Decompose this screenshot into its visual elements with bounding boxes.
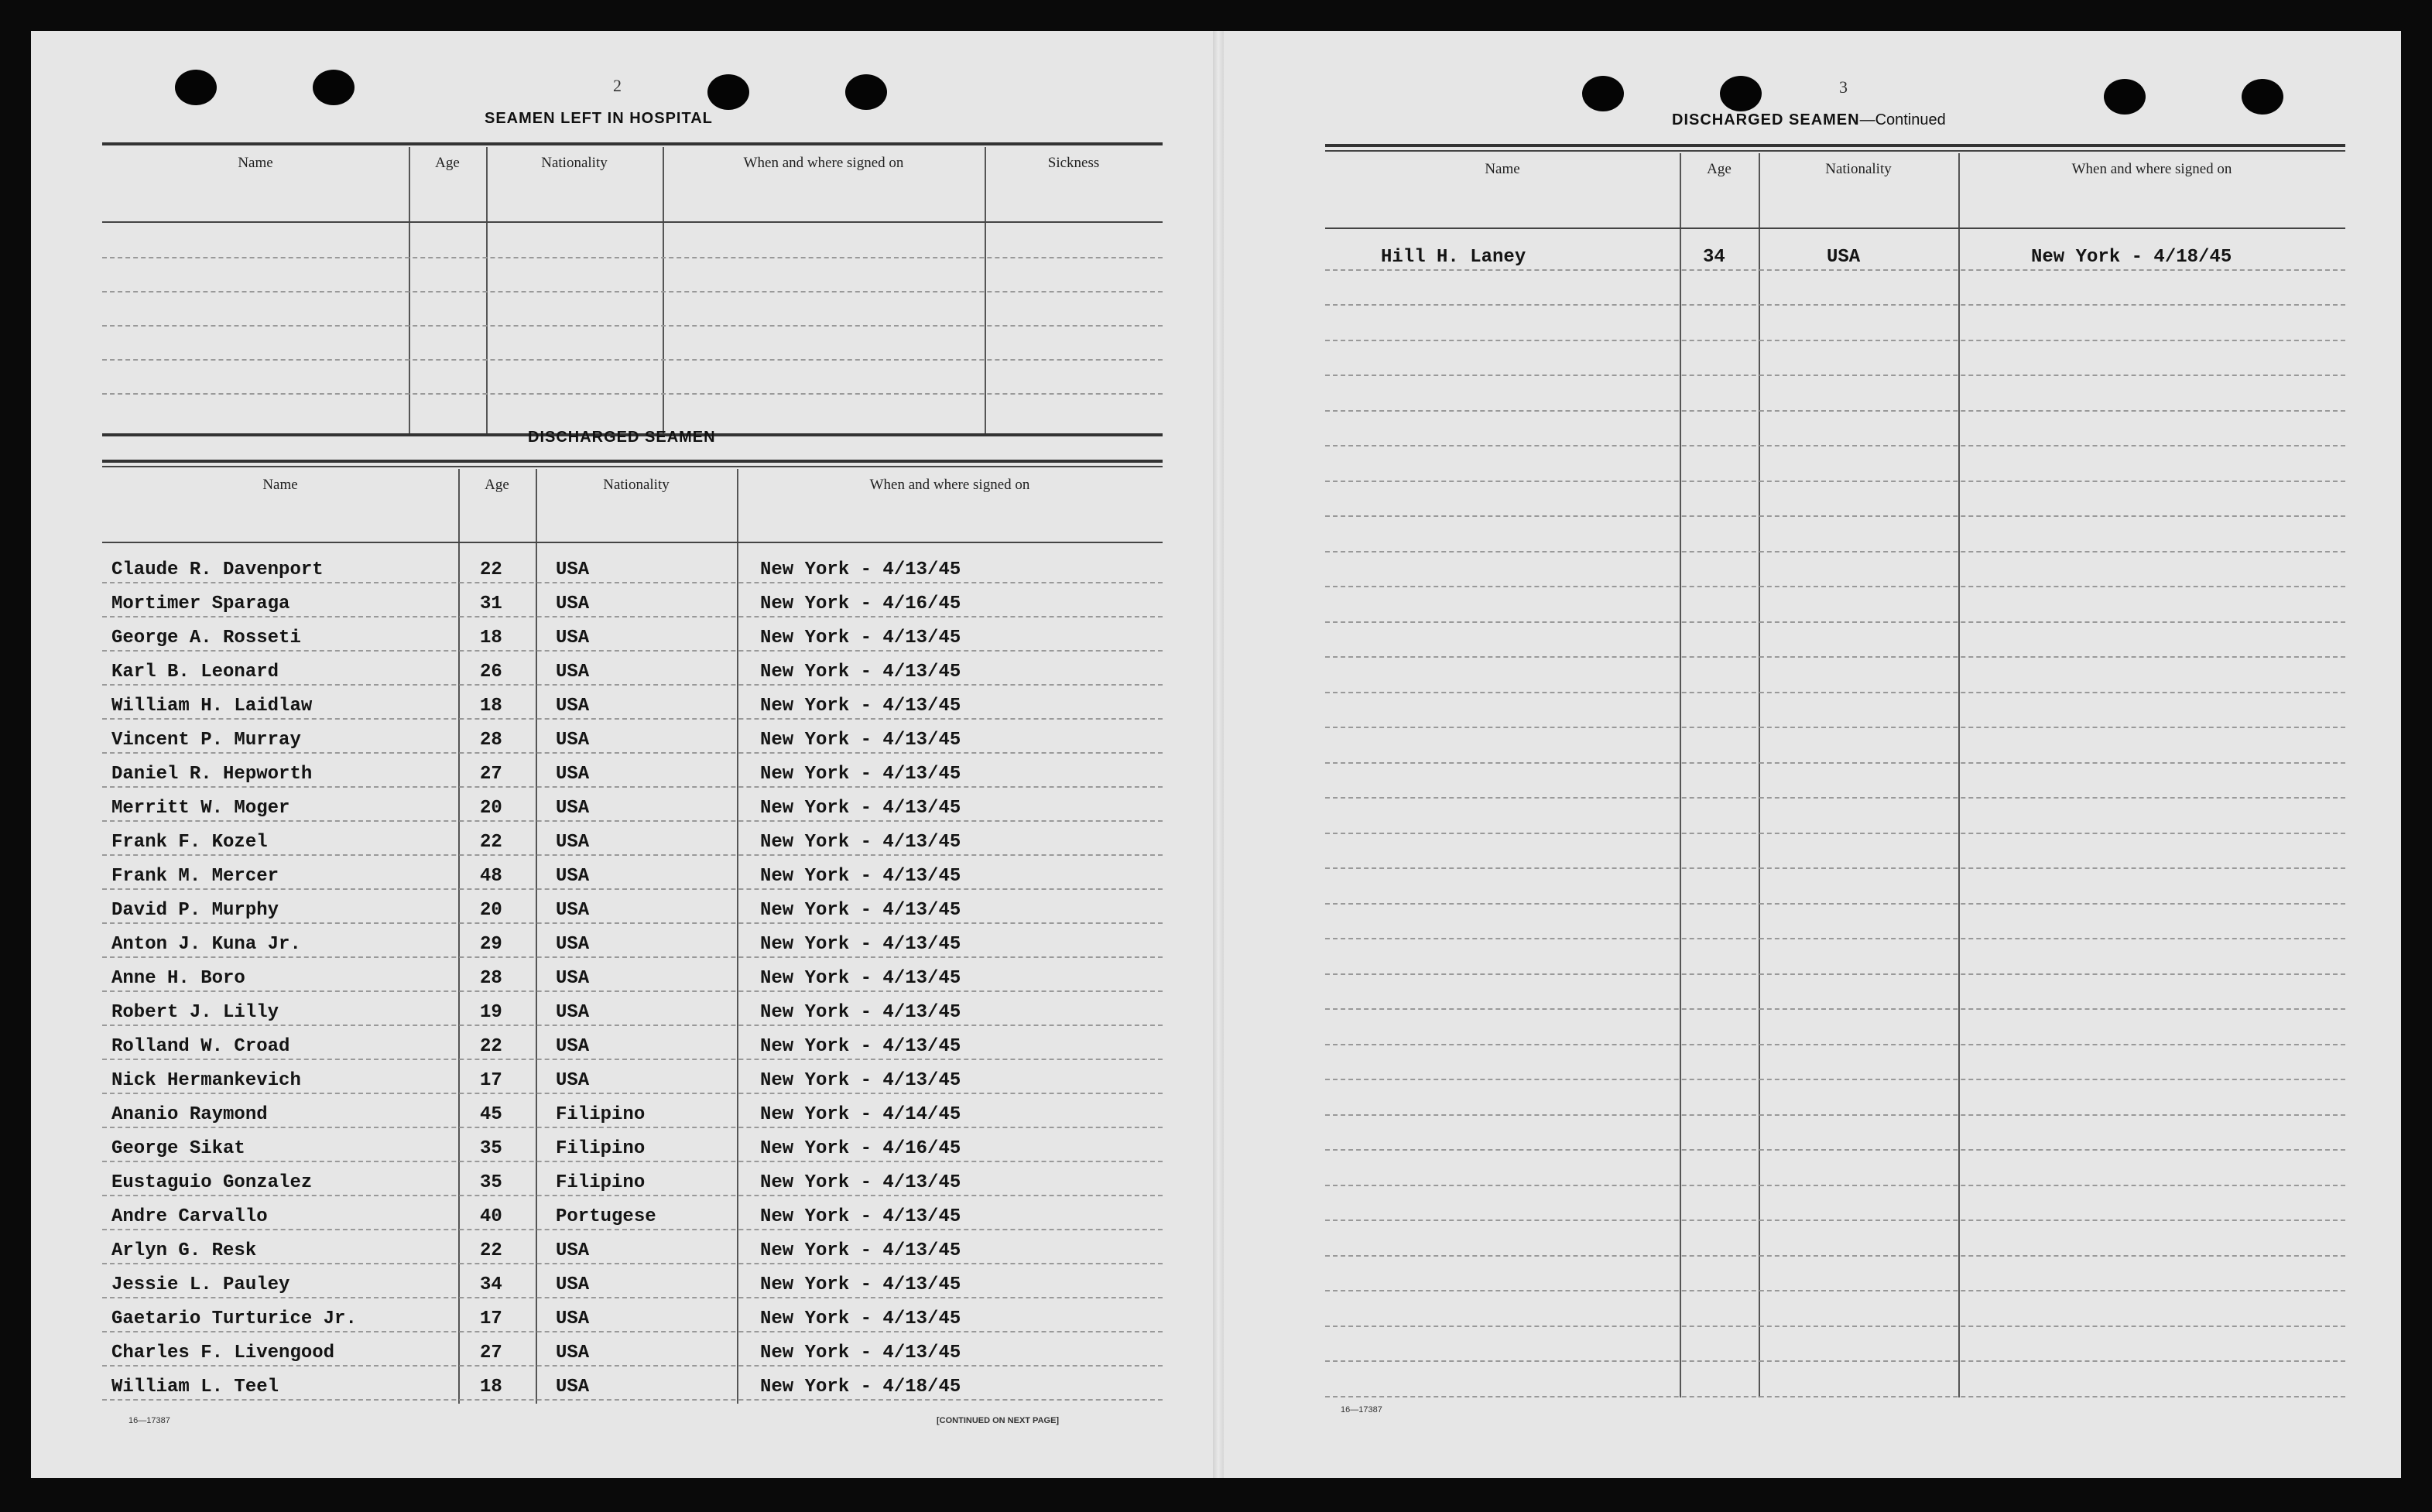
cell-name: Gaetario Turturice Jr.	[111, 1308, 357, 1329]
cell-nationality: USA	[556, 832, 590, 853]
col-header-age: Age	[435, 155, 460, 171]
cell-age: 35	[480, 1172, 502, 1193]
column-divider	[985, 147, 986, 433]
table-row	[1325, 903, 2345, 940]
cell-age: 27	[480, 1343, 502, 1363]
continued-note: [CONTINUED ON NEXT PAGE]	[937, 1416, 1060, 1425]
cell-signed-on: New York - 4/13/45	[760, 730, 961, 751]
discharged-table	[102, 469, 1163, 1408]
cell-nationality: USA	[556, 798, 590, 819]
cell-nationality: USA	[556, 866, 590, 887]
cell-name: Nick Hermankevich	[111, 1070, 301, 1091]
table-row	[102, 1297, 1163, 1332]
punch-hole	[2104, 79, 2146, 115]
table-row	[102, 1059, 1163, 1094]
header-underline	[102, 221, 1163, 223]
table-row	[1325, 1185, 2345, 1222]
cell-nationality: USA	[556, 1070, 590, 1091]
cell-name: William H. Laidlaw	[111, 696, 313, 717]
table-row	[102, 291, 1163, 292]
section-rule	[102, 460, 1163, 463]
table-row	[1325, 1326, 2345, 1363]
cell-signed-on: New York - 4/16/45	[760, 1138, 961, 1159]
cell-age: 35	[480, 1138, 502, 1159]
table-row	[102, 888, 1163, 924]
table-row	[102, 325, 1163, 327]
cell-nationality: USA	[556, 1308, 590, 1329]
cell-name: David P. Murphy	[111, 900, 279, 921]
cell-age: 17	[480, 1308, 502, 1329]
table-row	[102, 956, 1163, 992]
table-row	[1325, 304, 2345, 341]
col-header-age: Age	[1707, 161, 1732, 177]
table-row	[1325, 867, 2345, 905]
table-row	[1325, 1290, 2345, 1327]
cell-age: 34	[1703, 246, 1725, 268]
scanned-document	[31, 31, 2401, 1478]
table-row	[1325, 410, 2345, 447]
table-row	[1325, 1114, 2345, 1151]
table-row	[102, 718, 1163, 754]
cell-signed-on: New York - 4/13/45	[760, 559, 961, 580]
col-header-signed-on: When and where signed on	[743, 155, 904, 171]
table-row	[1325, 1044, 2345, 1081]
page-number: 2	[613, 76, 622, 95]
cell-nationality: USA	[556, 934, 590, 955]
table-row	[102, 854, 1163, 890]
cell-age: 17	[480, 1070, 502, 1091]
table-row	[1325, 340, 2345, 377]
cell-name: Charles F. Livengood	[111, 1343, 335, 1363]
cell-signed-on: New York - 4/13/45	[760, 866, 961, 887]
header-underline	[1325, 227, 2345, 229]
col-header-nationality: Nationality	[1825, 161, 1892, 177]
cell-age: 45	[480, 1104, 502, 1125]
form-number: 16—17387	[1341, 1405, 1382, 1415]
cell-signed-on: New York - 4/13/45	[760, 1274, 961, 1295]
column-divider	[486, 147, 488, 433]
col-header-nationality: Nationality	[603, 477, 670, 493]
table-row	[102, 1229, 1163, 1264]
table-row	[102, 1093, 1163, 1128]
table-row	[102, 1263, 1163, 1298]
cell-name: Anton J. Kuna Jr.	[111, 934, 301, 955]
cell-age: 29	[480, 934, 502, 955]
cell-signed-on: New York - 4/13/45	[760, 764, 961, 785]
cell-age: 20	[480, 900, 502, 921]
table-row	[102, 1195, 1163, 1230]
cell-age: 22	[480, 1240, 502, 1261]
table-row	[102, 1127, 1163, 1162]
cell-signed-on: New York - 4/13/45	[760, 1172, 961, 1193]
cell-name: Rolland W. Croad	[111, 1036, 290, 1057]
cell-signed-on: New York - 4/14/45	[760, 1104, 961, 1125]
cell-name: Frank M. Mercer	[111, 866, 279, 887]
cell-signed-on: New York - 4/13/45	[760, 1206, 961, 1227]
punch-hole	[313, 70, 355, 105]
cell-nationality: USA	[1827, 246, 1861, 268]
table-row	[102, 1365, 1163, 1401]
table-row	[1325, 375, 2345, 412]
cell-name: Andre Carvallo	[111, 1206, 268, 1227]
cell-age: 31	[480, 594, 502, 614]
table-row	[102, 582, 1163, 617]
punch-hole	[1582, 76, 1624, 111]
table-row	[1325, 621, 2345, 659]
table-row	[1325, 1220, 2345, 1257]
table-row	[102, 359, 1163, 361]
cell-age: 18	[480, 696, 502, 717]
cell-signed-on: New York - 4/13/45	[760, 1036, 961, 1057]
cell-signed-on: New York - 4/13/45	[760, 1070, 961, 1091]
table-row	[1325, 481, 2345, 518]
cell-signed-on: New York - 4/13/45	[760, 900, 961, 921]
left-page	[31, 31, 1215, 1478]
cell-name: George Sikat	[111, 1138, 245, 1159]
cell-age: 40	[480, 1206, 502, 1227]
table-row	[102, 820, 1163, 856]
cell-nationality: USA	[556, 559, 590, 580]
title-suffix: —Continued	[1859, 111, 1946, 128]
table-row	[1325, 727, 2345, 764]
cell-age: 28	[480, 730, 502, 751]
cell-nationality: USA	[556, 662, 590, 682]
cell-age: 22	[480, 559, 502, 580]
column-divider	[409, 147, 410, 433]
cell-age: 27	[480, 764, 502, 785]
title-main: DISCHARGED SEAMEN	[1672, 111, 1860, 128]
cell-name: Robert J. Lilly	[111, 1002, 279, 1023]
cell-signed-on: New York - 4/13/45	[760, 628, 961, 648]
cell-signed-on: New York - 4/13/45	[760, 968, 961, 989]
cell-nationality: USA	[556, 1377, 590, 1397]
col-header-name: Name	[1485, 161, 1520, 177]
cell-age: 22	[480, 1036, 502, 1057]
cell-signed-on: New York - 4/13/45	[760, 1308, 961, 1329]
punch-hole	[1720, 76, 1762, 111]
table-row	[102, 1161, 1163, 1196]
col-header-age: Age	[485, 477, 509, 493]
cell-nationality: USA	[556, 1274, 590, 1295]
cell-signed-on: New York - 4/16/45	[760, 594, 961, 614]
page-fold	[1213, 31, 1224, 1478]
cell-signed-on: New York - 4/18/45	[2031, 246, 2232, 268]
cell-signed-on: New York - 4/13/45	[760, 1343, 961, 1363]
cell-age: 28	[480, 968, 502, 989]
table-row	[1325, 797, 2345, 834]
cell-nationality: USA	[556, 1343, 590, 1363]
cell-name: Eustaguio Gonzalez	[111, 1172, 313, 1193]
section-rule	[102, 466, 1163, 467]
cell-nationality: Portugese	[556, 1206, 656, 1227]
discharged-continued-title	[1672, 111, 1946, 129]
cell-name: Daniel R. Hepworth	[111, 764, 313, 785]
punch-hole	[2242, 79, 2283, 115]
cell-age: 26	[480, 662, 502, 682]
table-row	[1325, 515, 2345, 552]
table-row	[1325, 692, 2345, 729]
col-header-signed-on: When and where signed on	[869, 477, 1030, 493]
col-header-nationality: Nationality	[541, 155, 608, 171]
table-row	[102, 616, 1163, 652]
cell-nationality: Filipino	[556, 1172, 646, 1193]
table-row	[1325, 1079, 2345, 1116]
cell-name: Ananio Raymond	[111, 1104, 268, 1125]
cell-name: Karl B. Leonard	[111, 662, 279, 682]
discharged-continued-table	[1325, 153, 2345, 1404]
cell-signed-on: New York - 4/13/45	[760, 696, 961, 717]
section-rule	[1325, 150, 2345, 152]
table-row	[1325, 762, 2345, 799]
section-rule	[1325, 144, 2345, 147]
table-row	[102, 684, 1163, 720]
col-header-signed-on: When and where signed on	[2071, 161, 2232, 177]
table-row	[102, 1331, 1163, 1367]
cell-nationality: USA	[556, 1240, 590, 1261]
table-row	[1325, 938, 2345, 975]
punch-hole	[707, 74, 749, 110]
table-row	[102, 922, 1163, 958]
cell-signed-on: New York - 4/13/45	[760, 934, 961, 955]
table-row	[102, 990, 1163, 1026]
table-row	[102, 786, 1163, 822]
table-row	[1325, 586, 2345, 623]
cell-name: Vincent P. Murray	[111, 730, 301, 751]
cell-nationality: USA	[556, 900, 590, 921]
cell-age: 19	[480, 1002, 502, 1023]
table-row	[1325, 1008, 2345, 1045]
punch-hole	[175, 70, 217, 105]
header-underline	[102, 542, 1163, 543]
cell-nationality: USA	[556, 730, 590, 751]
cell-age: 34	[480, 1274, 502, 1295]
cell-name: Frank F. Kozel	[111, 832, 268, 853]
cell-signed-on: New York - 4/18/45	[760, 1377, 961, 1397]
table-row	[1325, 833, 2345, 870]
cell-signed-on: New York - 4/13/45	[760, 798, 961, 819]
table-row	[1325, 1360, 2345, 1397]
table-row	[102, 650, 1163, 686]
cell-name: Hill H. Laney	[1381, 246, 1526, 268]
cell-name: Arlyn G. Resk	[111, 1240, 257, 1261]
table-row	[1325, 551, 2345, 588]
hospital-table	[102, 147, 1163, 440]
section-rule	[102, 142, 1163, 145]
table-row	[102, 752, 1163, 788]
cell-name: Merritt W. Moger	[111, 798, 290, 819]
cell-nationality: Filipino	[556, 1104, 646, 1125]
cell-age: 22	[480, 832, 502, 853]
cell-age: 20	[480, 798, 502, 819]
cell-age: 18	[480, 1377, 502, 1397]
punch-hole	[845, 74, 887, 110]
cell-name: Mortimer Sparaga	[111, 594, 290, 614]
cell-nationality: USA	[556, 594, 590, 614]
page-number: 3	[1839, 77, 1848, 97]
cell-nationality: USA	[556, 764, 590, 785]
right-page	[1223, 31, 2401, 1478]
cell-nationality: USA	[556, 968, 590, 989]
cell-age: 18	[480, 628, 502, 648]
cell-age: 48	[480, 866, 502, 887]
col-header-name: Name	[238, 155, 273, 171]
cell-signed-on: New York - 4/13/45	[760, 662, 961, 682]
cell-signed-on: New York - 4/13/45	[760, 1240, 961, 1261]
discharged-section-title: DISCHARGED SEAMEN	[528, 429, 716, 446]
table-row	[1325, 1255, 2345, 1292]
table-row	[1325, 269, 2345, 306]
hospital-section-title: SEAMEN LEFT IN HOSPITAL	[485, 110, 713, 127]
cell-nationality: USA	[556, 1002, 590, 1023]
table-row	[1325, 973, 2345, 1011]
column-divider	[663, 147, 664, 433]
cell-name: Anne H. Boro	[111, 968, 245, 989]
table-row	[102, 548, 1163, 583]
cell-signed-on: New York - 4/13/45	[760, 832, 961, 853]
cell-name: George A. Rosseti	[111, 628, 301, 648]
table-row	[102, 257, 1163, 258]
cell-name: Jessie L. Pauley	[111, 1274, 290, 1295]
cell-nationality: USA	[556, 1036, 590, 1057]
col-header-name: Name	[262, 477, 298, 493]
table-row	[102, 393, 1163, 395]
table-row	[102, 1025, 1163, 1060]
cell-name: Claude R. Davenport	[111, 559, 324, 580]
cell-nationality: USA	[556, 628, 590, 648]
col-header-sickness: Sickness	[1047, 155, 1100, 171]
cell-name: William L. Teel	[111, 1377, 279, 1397]
cell-nationality: USA	[556, 696, 590, 717]
table-row	[1325, 1149, 2345, 1186]
cell-signed-on: New York - 4/13/45	[760, 1002, 961, 1023]
form-number: 16—17387	[128, 1416, 170, 1425]
table-row	[1325, 234, 2345, 271]
table-row	[1325, 445, 2345, 482]
cell-nationality: Filipino	[556, 1138, 646, 1159]
table-row	[1325, 656, 2345, 693]
